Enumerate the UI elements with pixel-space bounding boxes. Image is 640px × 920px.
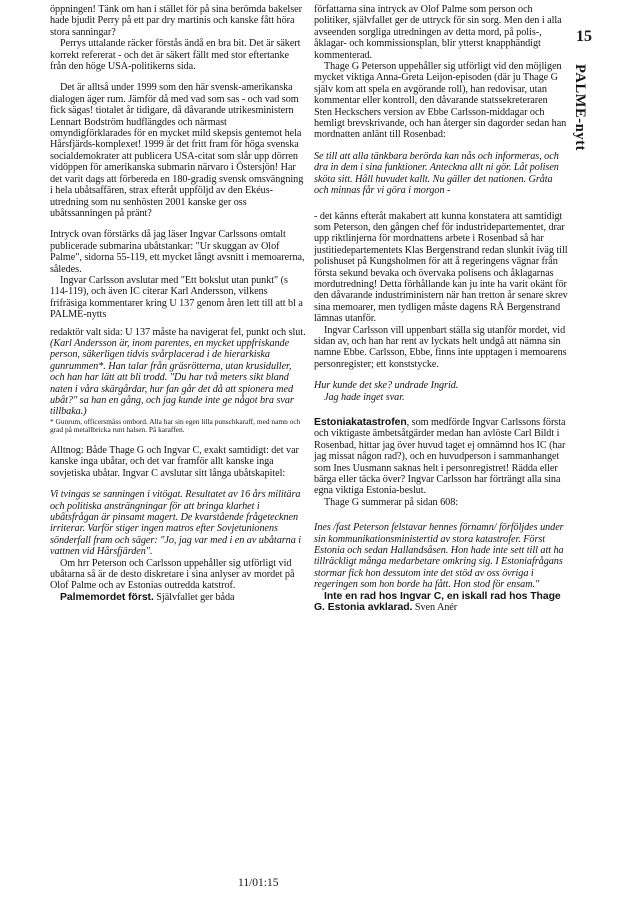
sidebar-title-text: PALME-nytt [572, 64, 588, 152]
paragraph: Ingvar Carlsson avslutar med "Ett bokslut utan punkt" (s 114-119), och även IC citerar Karl Andersson, vilkens frifräsiga kommentarer kring U 137 genom åren lett till att bl a PALME-nytts [50, 274, 303, 321]
paragraph: redaktör valt sida: U 137 måste ha navigerat fel, punkt och slut. [50, 326, 306, 338]
right-column [314, 4, 568, 614]
paragraph: författarna sina intryck av Olof Palme som person och politiker, självfallet ger de uttryck för sin sorg. Men den i alla avseenden sorgliga utredningen av detta mord, på polis-, åklagar- och kommissionsplan, blir ytterst knapphändigt kommenterad. [314, 4, 562, 61]
paragraph: öppningen! Tänk om han i stället för på sina berömda bakelser hade bjudit Perry på ett par dry martinis och kanske fått höra stora sanningar? [50, 4, 302, 38]
italic-quote: Se till att alla tänkbara berörda kan nås och informeras, och dra in dem i sina funktioner. Anteckna allt ni gör. Låt polisen sköta sitt. Håll huvudet kallt. Nu gäller det nationen. Gråta och minnas får vi göra i morgon - [314, 150, 559, 197]
italic-quote: Ines /fast Peterson felstavar hennes förnamn/ förföljdes under sin kommunikationsministertid av stora katastrofer. Först Estonia och sedan Hallandsåsen. Hon hade inte sett till att ha tillräckligt många medarbetare omkring sig. I Estoniafrågans stormar fick hon dessutom inte det stöd av oss övriga i regeringen som hon borde ha fått. Hon stod för ensam." [314, 522, 564, 591]
italic-quote: Jag hade inget svar. [324, 391, 405, 403]
paragraph: - det känns efteråt makabert att kunna konstatera att samtidigt som Peterson, den gången chef för industridepartementet, drar upp riktlinjerna för mordnattens arbete i Rosenbad så har justitiedepartementets Klas Bergenstrand redan slunkit iväg till polishuset på Kungsholmen för att å regeringens vägnar från första sekund bevaka och övervaka polisens och åklagarnas mordutredning! Detta förhållande kan ju inte ha varit okänt för den dåvarande industriministern när han tretton år senare skrev sina memoarer, men tydligen måste dagens RÅ Bergenstrand lämnas utanför. [314, 210, 568, 325]
paragraph [50, 592, 306, 603]
page-date: 11/01:15 [238, 877, 279, 889]
bold-lead: Inte en rad hos Ingvar C, en iskall rad hos Thage G. Estonia avklarad. [314, 590, 561, 614]
italic-quote: Vi tvingas se sanningen i vitögat. Resultatet av 16 års militära och politiska ansträngningar för att bringa klarhet i ubåtsfrågan är pinsamt magert. De kvarstående frågetecknen irriterar. Varför stiger ingen matros efter Sovjetunionens sönderfall fram och säger: "Jo, jag var med i en av ubåtarna i vattnen vid Hårsfjärden". [50, 489, 302, 558]
paragraph: Alltnog: Både Thage G och Ingvar C, exakt samtidigt: det var kanske inga ubåtar, och det var framför allt kanske inga sovjetiska ubåtar. Ingvar C avslutar sitt långa ubåtskapitel: [50, 445, 299, 479]
footnote: * Gunrum, officersmäss ombord. Alla har sin egen lilla punschkaraff, med namn och grad på metallbricka runt halsen. På karaffen. [50, 416, 301, 435]
paragraph [314, 591, 568, 614]
sidebar-title [572, 64, 600, 214]
paragraph-text: Sven Anér [412, 602, 458, 614]
paragraph: Perrys uttalande räcker förstås ändå en bra bit. Det är säkert korrekt refererat - och det är säkert fällt med stor eftertanke från den höge USA-politikerns sida. [50, 38, 301, 73]
paragraph: Thage G summerar på sidan 608: [324, 496, 459, 508]
bold-lead: Palmemordet först. [60, 591, 154, 603]
paragraph: Thage G Peterson uppehåller sig utförligt vid den möjligen mycket viktiga Anna-Greta Leijon-episoden (där ju Thage G själv kom att spela en avgörande roll), han redovisar, utan kommentar eller kontroll, den dåvarande statssekreteraren Sten Heckschers version av Ebbe Carlsson-middagar och hemligt brevskrivande, och han återger sin dagorder sedan han mordnatten anlänt till Rosenbad: [314, 61, 567, 141]
paragraph-text: Självfallet ger båda [153, 591, 235, 603]
italic-quote: Hur kunde det ske? undrade Ingrid. [314, 380, 459, 392]
paragraph: Ingvar Carlsson vill uppenbart ställa sig utanför mordet, vid sidan av, och han har rent av lyckats helt undgå att nämna sin namne Ebbe. Carlsson, Ebbe, finns inte upptagen i memoarens personregister; ett konststycke. [314, 324, 567, 370]
bold-lead: Estoniakatastrofen [314, 417, 407, 428]
paragraph [314, 417, 568, 497]
paragraph: Det är alltså under 1999 som den här svensk-amerikanska dialogen äger rum. Jämför då med vad som sas - och vad som fick sägas! tiotalet år tidigare, då dåvarande utrikesministern Lennart Bodström hudflängdes och närmast omyndigförklarades för en mycket mild skepsis gentemot hela Hårsfjärds-komplexet! 1999 är det fritt fram för höga svenska socialdemokrater att publicera USA-citat som slår upp dörren vidöppen för amerikanska submarin närvaro i Östersjön! Har det varit dags att förbereda en 180-gradig svensk omsvängning i hela ubåtsaffären, strax efteråt uppföljd av den Ekéus-utredning som nu senhösten 2001 kanske ger oss ubåtssanningen på pränt? [50, 82, 304, 219]
paragraph-text: , som medförde Ingvar Carlssons första och viktigaste ämbetsåtgärder medan han avlöste Carl Bildt i Rosenbad, hittar jag över huvud taget ej omnämnd hos IC (har jag missat någon rad?), och en huvudperson i sammanhanget som Ines Uusmann saknas helt i personregistret! Rädda eller bärga eller täcka över? Ingvar Carlsson har förträngt alla sina egna viktiga Estonia-beslut. [314, 417, 566, 497]
italic-quote: (Karl Andersson är, inom parentes, en mycket uppfriskande person, säkerligen tidvis svårplacerad i de hierarkiska gunrummen*. Han talar från gräsrötterna, utan krusiduller, och han har lätt att bli trodd. "Du har två meters sikt bland naten i våra skärgårdar, hur fan går det då att spionera med ubåt?" sa han en gång, och jag kunde inte ge något bra svar tillbaka.) [50, 337, 294, 418]
page-number: 15 [576, 28, 592, 45]
paragraph: Om hrr Peterson och Carlsson uppehåller sig utförligt vid ubåtarna så är de desto diskretare i sina anlyser av mordet på Olof Palme och av Estonias outredda katstrof. [50, 557, 295, 592]
left-column [50, 4, 306, 603]
paragraph: Intryck ovan förstärks då jag läser Ingvar Carlssons omtalt publicerade submarina ubåtstankar: "Ur skuggan av Olof Palme", sidorna 55-119, ett mycket långt avsnitt i memoarerna, således. [50, 229, 305, 275]
